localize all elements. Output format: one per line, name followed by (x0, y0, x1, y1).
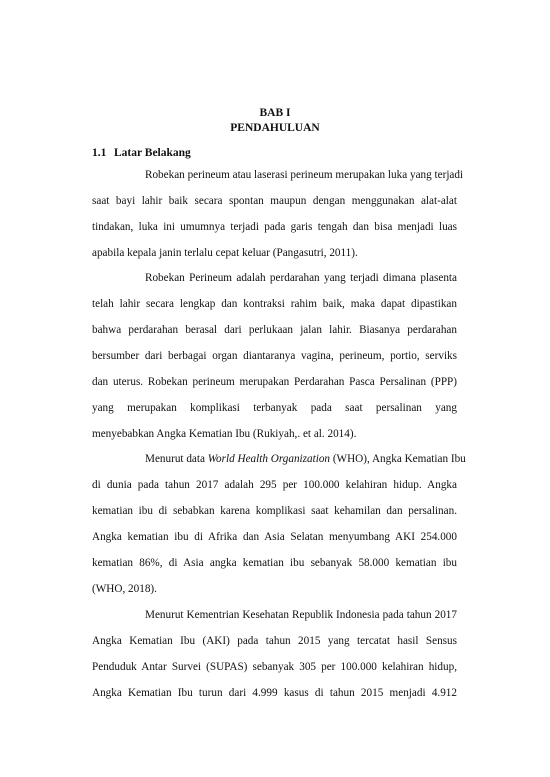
paragraph-line: saat bayi lahir baik secara spontan maupun dengan menggunakan alat-alat (92, 195, 457, 207)
paragraph-line: menyebabkan Angka Kematian Ibu (Rukiyah,. et al. 2014). (92, 428, 357, 440)
paragraph-line: yang merupakan komplikasi terbanyak pada saat persalinan yang (92, 402, 457, 414)
who-line-italic: World Health Organization (207, 453, 331, 465)
paragraph-line: Robekan Perineum adalah perdarahan yang terjadi dimana plasenta (145, 272, 457, 284)
paragraph-line: Angka Kematian Ibu (AKI) pada tahun 2015 yang tercatat hasil Sensus (92, 635, 457, 647)
paragraph-line: bersumber dari berbagai organ diantaranya vagina, perineum, portio, serviks (92, 350, 457, 362)
paragraph-line: Angka Kematian Ibu turun dari 4.999 kasus di tahun 2015 menjadi 4.912 (92, 687, 457, 699)
who-line-prefix: Menurut data (145, 453, 208, 465)
paragraph-line: tindakan, luka ini umumnya terjadi pada garis tengah dan bisa menjadi luas (92, 221, 457, 233)
paragraph-line: Penduduk Antar Survei (SUPAS) sebanyak 305 per 100.000 kelahiran hidup, (92, 661, 457, 673)
paragraph-line: apabila kepala janin terlalu cepat keluar (Pangasutri, 2011). (92, 247, 358, 259)
chapter-title: PENDAHULUAN (230, 122, 320, 134)
who-line-rest: (WHO), Angka Kematian Ibu (332, 453, 466, 465)
paragraph-line: dan uterus. Robekan perineum merupakan Perdarahan Pasca Persalinan (PPP) (92, 376, 457, 388)
paragraph-line: kematian 86%, di Asia angka kematian ibu sebanyak 58.000 kematian ibu (92, 557, 457, 569)
chapter-number: BAB I (259, 107, 291, 119)
section-number: 1.1 (92, 147, 107, 159)
paragraph-line: kematian ibu di sebabkan karena komplikasi saat kehamilan dan persalinan. (92, 505, 457, 517)
section-title: Latar Belakang (114, 147, 191, 159)
paragraph-line: di dunia pada tahun 2017 adalah 295 per 100.000 kelahiran hidup. Angka (92, 479, 457, 491)
paragraph-line: (WHO, 2018). (92, 583, 157, 595)
paragraph-line: Robekan perineum atau laserasi perineum merupakan luka yang terjadi (145, 169, 464, 181)
paragraph-line (145, 452, 466, 467)
paragraph-line: telah lahir secara lengkap dan kontraksi rahim baik, maka dapat dipastikan (92, 298, 457, 310)
paragraph-line: bahwa perdarahan berasal dari perlukaan jalan lahir. Biasanya perdarahan (92, 324, 457, 336)
paragraph-line: Angka kematian ibu di Afrika dan Asia Selatan menyumbang AKI 254.000 (92, 531, 457, 543)
paragraph-line: Menurut Kementrian Kesehatan Republik Indonesia pada tahun 2017 (145, 609, 457, 621)
section-heading (92, 146, 191, 161)
